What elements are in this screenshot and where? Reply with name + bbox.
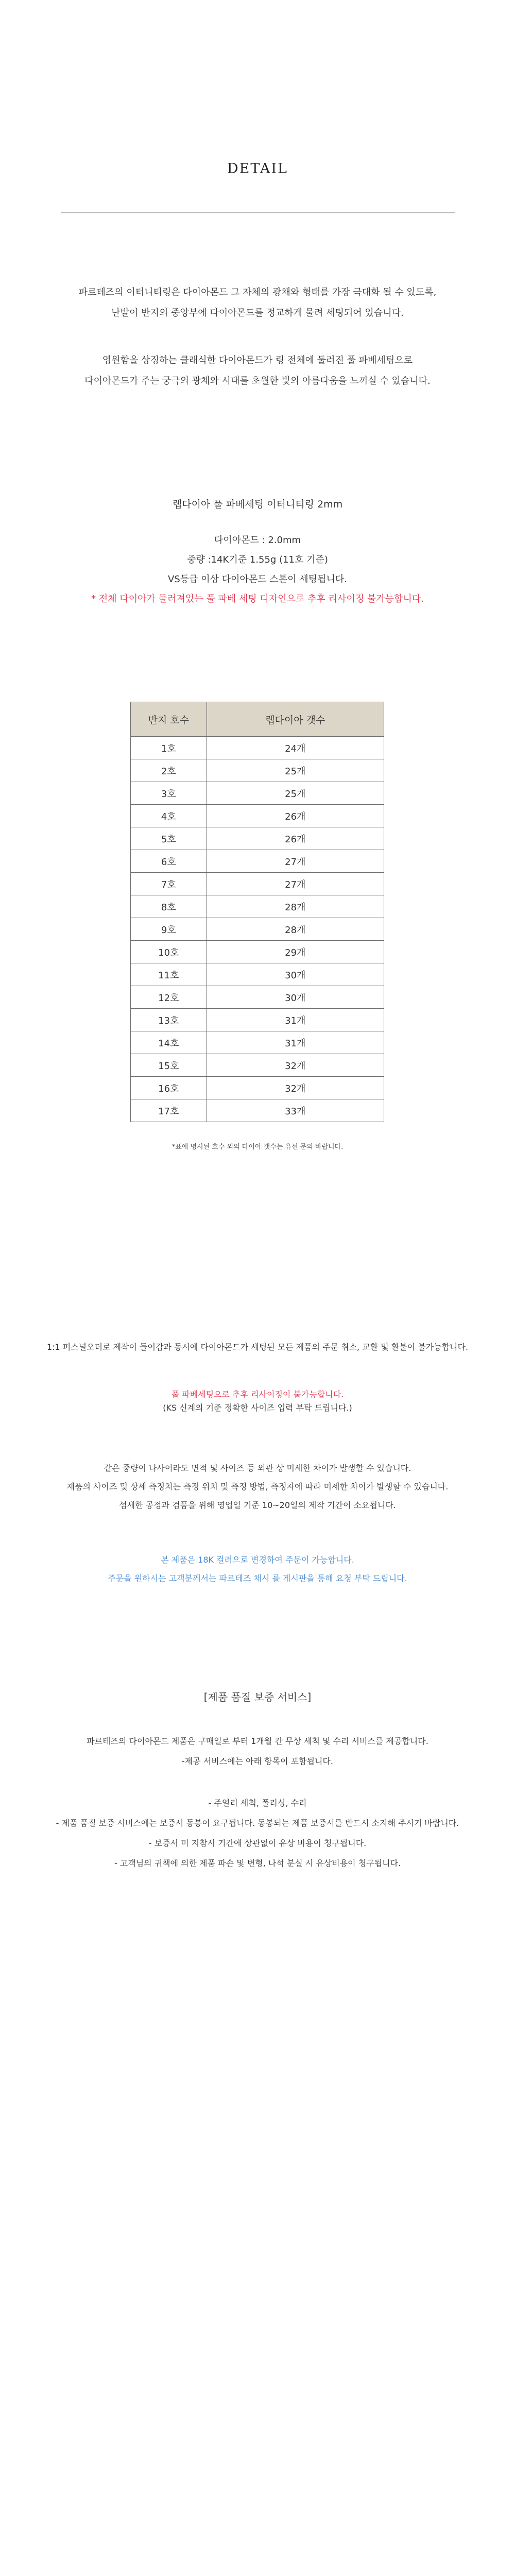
table-row [131, 918, 384, 941]
service-item: - 보증서 미 지참시 기간에 상관없이 유상 비용이 청구됩니다. [148, 1838, 367, 1848]
ring-size-cell: 15호 [131, 1054, 207, 1077]
table-row [131, 850, 384, 873]
table-row [131, 1009, 384, 1031]
diamond-count-cell: 33개 [207, 1099, 384, 1122]
ring-size-cell: 9호 [131, 918, 207, 941]
ring-size-cell: 8호 [131, 895, 207, 918]
table-row [131, 1054, 384, 1077]
resize-warning: * 전체 다이아가 둘러져있는 풀 파베 세팅 디자인으로 추후 리사이징 불가능합니다. [91, 594, 424, 604]
diamond-count-cell: 32개 [207, 1077, 384, 1099]
diamond-count-cell: 30개 [207, 963, 384, 986]
service-item: - 주얼리 세척, 폴리싱, 수리 [208, 1798, 307, 1808]
gold-option-notice [0, 1551, 515, 1588]
gold-option-line: 본 제품은 18K 컬러으로 변경하여 주문이 가능합니다. [161, 1555, 354, 1565]
column-header-size: 반지 호수 [131, 702, 207, 737]
diamond-count-cell: 32개 [207, 1054, 384, 1077]
ring-size-cell: 13호 [131, 1009, 207, 1031]
diamond-count-cell: 30개 [207, 986, 384, 1009]
table-row [131, 986, 384, 1009]
spec-weight: 중량 :14K기준 1.55g (11호 기준) [187, 554, 328, 565]
diamond-count-cell: 24개 [207, 737, 384, 759]
table-header-row [131, 702, 384, 737]
ring-size-cell: 1호 [131, 737, 207, 759]
table-row [131, 1077, 384, 1099]
ring-size-table [130, 702, 384, 1122]
ring-size-cell: 12호 [131, 986, 207, 1009]
ring-size-cell: 11호 [131, 963, 207, 986]
diamond-count-cell: 25개 [207, 759, 384, 782]
diamond-count-cell: 28개 [207, 918, 384, 941]
spec-diamond: 다이아몬드 : 2.0mm [214, 535, 301, 546]
diamond-count-cell: 28개 [207, 895, 384, 918]
diamond-count-cell: 29개 [207, 941, 384, 963]
diamond-count-cell: 31개 [207, 1031, 384, 1054]
variance-line: 같은 중량이 나사이라도 면적 및 사이즈 등 외관 상 미세한 차이가 발생할 수 있습니다. [104, 1463, 411, 1473]
diamond-count-cell: 27개 [207, 850, 384, 873]
ring-size-cell: 16호 [131, 1077, 207, 1099]
ring-size-cell: 4호 [131, 805, 207, 827]
service-item: - 고객님의 귀책에 의한 제품 파손 및 변형, 나석 분실 시 유상비용이 청구됩니다. [114, 1858, 401, 1868]
table-row [131, 737, 384, 759]
ring-size-cell: 6호 [131, 850, 207, 873]
diamond-count-cell: 31개 [207, 1009, 384, 1031]
diamond-count-cell: 25개 [207, 782, 384, 805]
table-row [131, 759, 384, 782]
table-row [131, 873, 384, 895]
variance-line: 제품의 사이즈 및 상세 측정치는 측정 위치 및 측정 방법, 측정자에 따라 미세한 차이가 발생할 수 있습니다. [66, 1482, 449, 1492]
table-note: *표에 명시된 호수 외의 다이아 갯수는 유선 문의 바랍니다. [171, 1143, 344, 1151]
variance-line: 섬세한 공정과 검품을 위해 영업일 기준 10~20일의 제작 기간이 소요됩니다. [119, 1500, 396, 1510]
variance-notice [0, 1459, 515, 1515]
spec-grade: VS등급 이상 다이아몬드 스톤이 세팅됩니다. [168, 574, 347, 585]
intro-paragraph-2 [0, 350, 515, 392]
table-row [131, 805, 384, 827]
table-row [131, 1031, 384, 1054]
detail-heading: DETAIL [227, 161, 288, 177]
ring-size-cell: 3호 [131, 782, 207, 805]
service-item: - 제품 품질 보증 서비스에는 보증서 동봉이 요구됩니다. 동봉되는 제품 보증서를 반드시 소지해 주시기 바랍니다. [56, 1818, 459, 1828]
spacer [0, 1771, 515, 1793]
spec-block [0, 531, 515, 609]
spec-title: 랩다이아 풀 파베세팅 이터니티링 2mm [172, 499, 343, 510]
service-title: [제품 품질 보증 서비스] [203, 1691, 312, 1703]
ks-size-note: (KS 신계의 기준 정확한 사이즈 입력 부탁 드립니다.) [163, 1403, 352, 1413]
intro-line: 파르테즈의 이터니티링은 다이아몬드 그 자체의 광채와 형태를 가장 극대화 될 수 있도록, [78, 287, 437, 298]
ring-size-cell: 2호 [131, 759, 207, 782]
custom-order-notice [0, 1341, 515, 1354]
diamond-count-cell: 27개 [207, 873, 384, 895]
table-row [131, 941, 384, 963]
service-intro-line: 파르테즈의 다이아몬드 제품은 구매일로 부터 1개월 간 무상 세척 및 수리 서비스를 제공합니다. [87, 1736, 428, 1746]
resize-notice [0, 1388, 515, 1415]
intro-paragraph [0, 282, 515, 324]
heading-divider [61, 212, 455, 213]
service-intro-line: -제공 서비스에는 아래 항목이 포함됩니다. [182, 1756, 333, 1766]
diamond-count-cell: 26개 [207, 805, 384, 827]
ring-size-cell: 17호 [131, 1099, 207, 1122]
custom-order-line: 1:1 퍼스널오더로 제작이 들어감과 동시에 다이아몬드가 세팅된 모든 제품의 주문 취소, 교환 및 환불이 불가능합니다. [46, 1342, 469, 1352]
intro-line: 난발이 반지의 중앙부에 다이아몬드를 정교하게 물려 세팅되어 있습니다. [111, 308, 404, 318]
table-row [131, 782, 384, 805]
column-header-count: 랩다이아 갯수 [207, 702, 384, 737]
ring-size-cell: 14호 [131, 1031, 207, 1054]
intro-line: 다이아몬드가 주는 궁극의 광채와 시대를 초월한 빛의 아름다움을 느끼실 수 있습니다. [84, 376, 431, 386]
table-row [131, 827, 384, 850]
gold-option-line: 주문을 원하시는 고객분께서는 파르테즈 채시 를 게시판을 통해 요청 부탁 드립니다. [108, 1573, 407, 1583]
table-row [131, 1099, 384, 1122]
table-row [131, 895, 384, 918]
ring-size-cell: 7호 [131, 873, 207, 895]
diamond-count-cell: 26개 [207, 827, 384, 850]
table-row [131, 963, 384, 986]
intro-line: 영원함을 상징하는 클래식한 다이아몬드가 링 전체에 둘러진 풀 파베세팅으로 [102, 355, 413, 366]
resize-notice-red: 풀 파베세팅으로 추후 리사이징이 불가능합니다. [171, 1389, 344, 1399]
service-block [0, 1731, 515, 1873]
ring-size-cell: 10호 [131, 941, 207, 963]
ring-size-cell: 5호 [131, 827, 207, 850]
